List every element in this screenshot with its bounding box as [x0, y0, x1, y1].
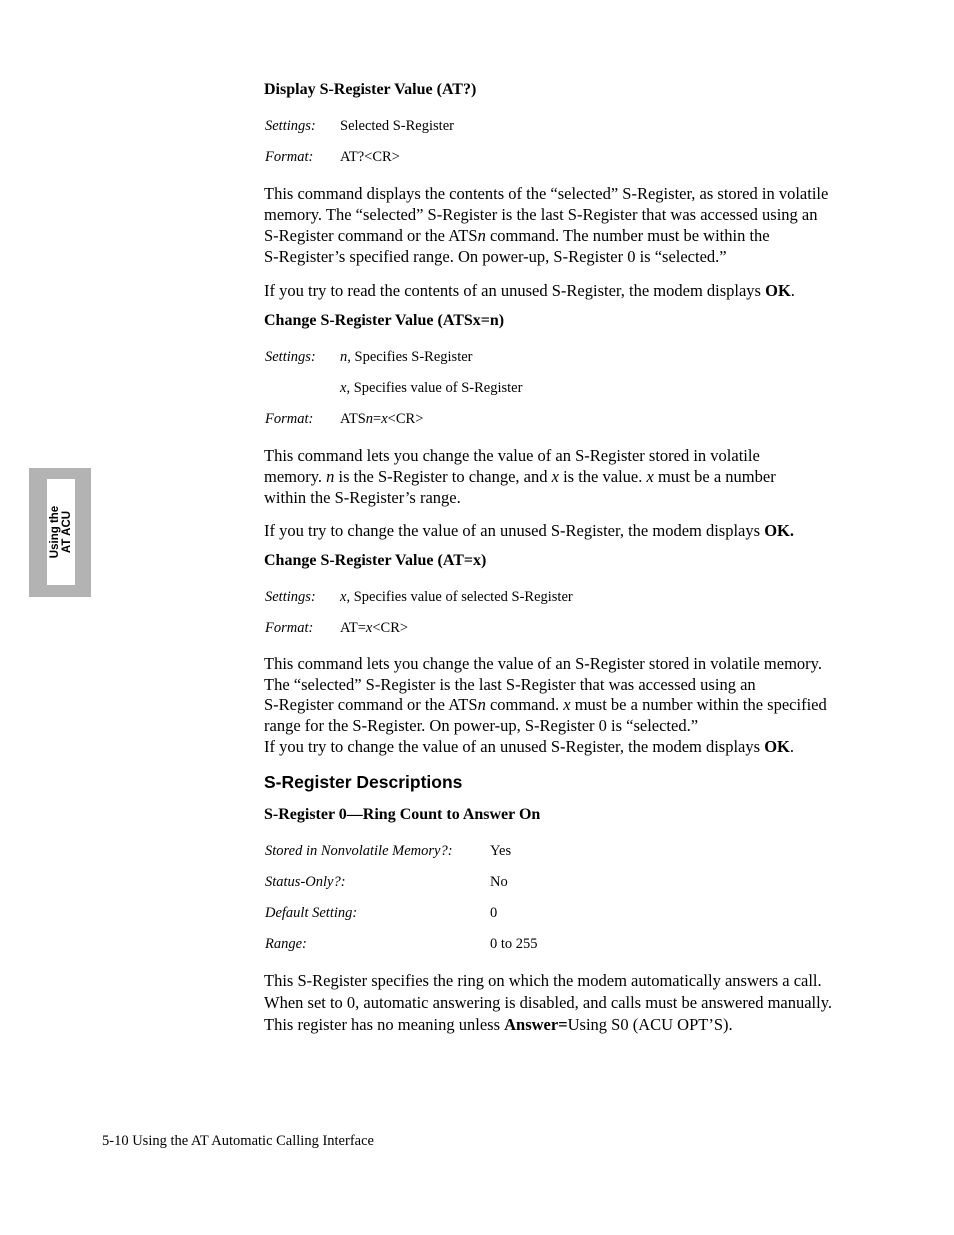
side-tab-label: Using the AT ACU	[49, 505, 73, 559]
paragraph: This command lets you change the value of an S-Register stored in volatile memory. n is the S-Register to change, and x is the value. x must be a number within the S-Register’s range.	[264, 446, 776, 507]
paragraph: This command lets you change the value of an S-Register stored in volatile memory. The “selected” S-Register is the last S-Register that was accessed using an S-Register command or the ATSn command. x must be a number within the specified range for the S-Register. On power-up, S-Register 0 is “selected.” If you try to change the value of an unused S-Register, the modem displays OK.	[264, 654, 827, 756]
paragraph: This S-Register specifies the ring on which the modem automatically answers a call. When set to 0, automatic answering is disabled, and calls must be answered manually. This register has no meaning unless Answer=Using S0 (ACU OPT’S).	[264, 971, 833, 1034]
property-label: Range:	[265, 936, 307, 952]
settings-label: Settings:	[265, 349, 316, 365]
property-label: Status-Only?:	[265, 874, 346, 890]
format-label: Format:	[265, 411, 314, 427]
format-label: Format:	[265, 620, 314, 636]
property-value: 0	[490, 905, 498, 921]
property-value: Yes	[490, 843, 512, 859]
paragraph: If you try to change the value of an unused S-Register, the modem displays OK.	[264, 521, 794, 540]
page-footer: 5-10 Using the AT Automatic Calling Interface	[102, 1133, 374, 1149]
settings-label: Settings:	[265, 118, 316, 134]
property-label: Stored in Nonvolatile Memory?:	[265, 843, 453, 859]
settings-label: Settings:	[265, 589, 316, 605]
settings-value: n, Specifies S-Register	[340, 349, 473, 365]
settings-value: x, Specifies value of S-Register	[340, 380, 523, 396]
settings-value: Selected S-Register	[340, 118, 454, 134]
property-value: 0 to 255	[490, 936, 538, 952]
property-label: Default Setting:	[265, 905, 358, 921]
format-value: AT?<CR>	[340, 149, 400, 165]
section-title-change-atsx: Change S-Register Value (ATSx=n)	[264, 312, 505, 329]
section-title-display: Display S-Register Value (AT?)	[264, 81, 477, 98]
format-value: AT=x<CR>	[340, 620, 409, 636]
property-value: No	[490, 874, 508, 890]
side-tab	[29, 468, 91, 597]
format-value: ATSn=x<CR>	[340, 411, 424, 427]
section-title-sreg0: S-Register 0—Ring Count to Answer On	[264, 806, 541, 823]
format-label: Format:	[265, 149, 314, 165]
side-tab-label-box	[47, 479, 75, 585]
settings-value: x, Specifies value of selected S-Register	[340, 589, 573, 605]
section-heading-descriptions: S-Register Descriptions	[264, 772, 463, 792]
paragraph: This command displays the contents of the “selected” S-Register, as stored in volatile memory. The “selected” S-Register is the last S-Register that was accessed using an S-Register command or the ATSn command. The number must be within the S-Register’s specified range. On power-up, S-Register 0 is “selected.”	[264, 184, 829, 266]
paragraph: If you try to read the contents of an unused S-Register, the modem displays OK.	[264, 281, 795, 300]
section-title-change-at-eq: Change S-Register Value (AT=x)	[264, 552, 487, 569]
